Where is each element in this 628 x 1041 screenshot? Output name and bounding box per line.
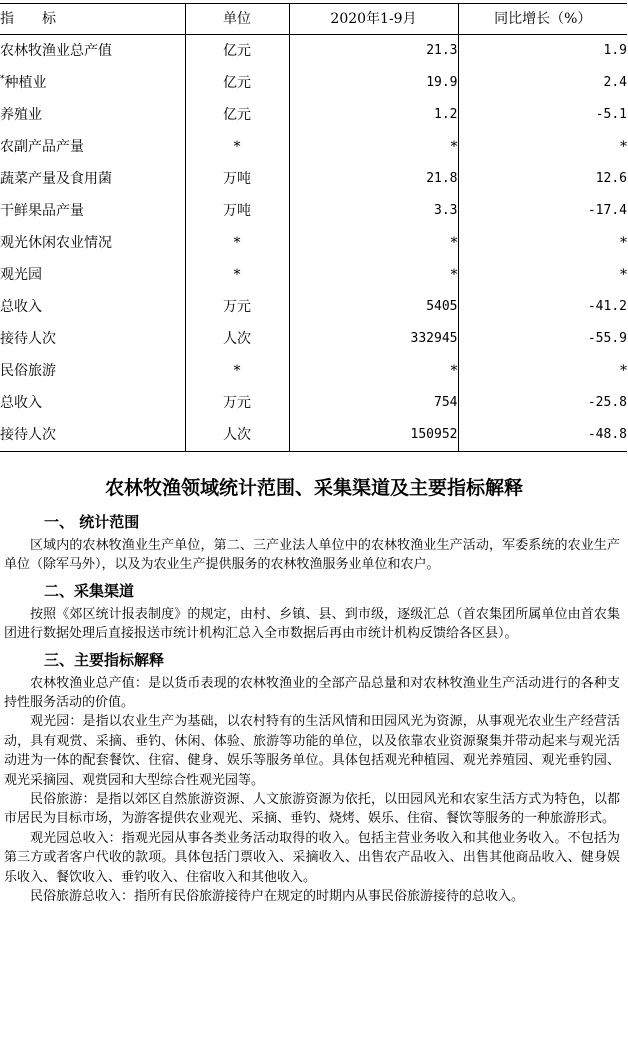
section-heading-definitions: 三、主要指标解释 <box>44 650 165 669</box>
explanation-section <box>0 470 628 907</box>
row-growth: 1.9 <box>458 35 627 68</box>
row-indicator <box>0 67 185 99</box>
row-growth: 12.6 <box>458 163 627 195</box>
row-indicator: 蔬菜产量及食用菌 <box>0 171 112 187</box>
table-row <box>0 227 627 259</box>
definition-total-output: 农林牧渔业总产值：是以货币表现的农林牧渔业的全部产品总量和对农林牧渔业生产活动进行的各种支持性服务活动的价值。 <box>4 675 620 711</box>
row-unit: 亿元 <box>185 67 289 99</box>
row-value: 1.2 <box>289 99 458 131</box>
row-indicator: 民俗旅游 <box>0 363 56 379</box>
row-growth: 2.4 <box>458 67 627 99</box>
row-indicator: 干鲜果品产量 <box>0 203 84 219</box>
row-growth: -55.9 <box>458 323 627 355</box>
row-indicator: 观光休闲农业情况 <box>0 235 112 251</box>
row-value: * <box>289 259 458 291</box>
row-indicator: 观光园 <box>0 267 42 283</box>
row-indicator: 接待人次 <box>0 331 56 347</box>
header-unit: 单位 <box>185 4 289 35</box>
row-unit: 亿元 <box>185 35 289 68</box>
row-indicator-label: 种植业 <box>4 75 47 91</box>
row-growth: * <box>458 259 627 291</box>
row-indicator: 养殖业 <box>0 107 42 123</box>
table-row <box>0 419 627 452</box>
row-value: 19.9 <box>289 67 458 99</box>
footnote-mark: * <box>0 74 5 85</box>
row-indicator: 农副产品产量 <box>0 139 84 155</box>
row-value: 3.3 <box>289 195 458 227</box>
section-text-scope: 区域内的农林牧渔业生产单位，第二、三产业法人单位中的农林牧渔业生产活动，军委系统的农业生产单位（除军马外），以及为农业生产提供服务的农林牧渔服务业单位和农户。 <box>4 538 620 573</box>
row-indicator: 总收入 <box>0 299 42 315</box>
row-value: 21.8 <box>289 163 458 195</box>
section-heading-channels: 二、采集渠道 <box>44 581 135 600</box>
row-growth: -25.8 <box>458 387 627 419</box>
header-growth: 同比增长（%） <box>458 4 627 35</box>
row-unit: * <box>185 131 289 163</box>
row-growth: * <box>458 131 627 163</box>
table-row <box>0 35 627 68</box>
row-indicator: 总收入 <box>0 395 42 411</box>
table-row <box>0 99 627 131</box>
row-unit: 万元 <box>185 291 289 323</box>
row-value: 5405 <box>289 291 458 323</box>
document-title: 农林牧渔领域统计范围、采集渠道及主要指标解释 <box>104 477 523 499</box>
header-period: 2020年1-9月 <box>289 4 458 35</box>
table-row <box>0 355 627 387</box>
table-header-row <box>0 4 627 35</box>
row-value: * <box>289 131 458 163</box>
section-heading-scope: 一、 统计范围 <box>44 513 140 531</box>
row-unit: 人次 <box>185 419 289 452</box>
row-value: 150952 <box>289 419 458 452</box>
row-growth: * <box>458 227 627 259</box>
row-unit: 万元 <box>185 387 289 419</box>
table-row <box>0 195 627 227</box>
table-row <box>0 323 627 355</box>
row-unit: 万吨 <box>185 163 289 195</box>
statistics-table <box>0 3 627 452</box>
definition-sightseeing-park: 观光园：是指以农业生产为基础，以农村特有的生活风情和田园风光为资源，从事观光农业生产经营活动，具有观赏、采摘、垂钓、休闲、体验、旅游等功能的单位，以及依靠农业资源聚集并带动起来与观光活动进为一体的配套餐饮、住宿、健身、娱乐等服务单位。具体包括观光种植园、观光养殖园、观光垂钓园、观光采摘园、观赏园和大型综合性观光园等。 <box>4 714 620 788</box>
row-unit: * <box>185 355 289 387</box>
table-row <box>0 163 627 195</box>
row-growth: -48.8 <box>458 419 627 452</box>
section-text-channels: 按照《郊区统计报表制度》的规定，由村、乡镇、县、到市级，逐级汇总（首农集团所属单位由首农集团进行数据处理后直接报送市统计机构汇总入全市数据后再由市统计机构反馈给各区县）。 <box>4 606 620 642</box>
row-unit: 人次 <box>185 323 289 355</box>
row-unit: * <box>185 259 289 291</box>
row-growth: -17.4 <box>458 195 627 227</box>
row-value: * <box>289 355 458 387</box>
table-row <box>0 131 627 163</box>
row-unit: 亿元 <box>185 99 289 131</box>
header-indicator: 指 标 <box>0 4 185 35</box>
table-row <box>0 291 627 323</box>
row-growth: -41.2 <box>458 291 627 323</box>
row-value: 332945 <box>289 323 458 355</box>
row-unit: 万吨 <box>185 195 289 227</box>
table-row <box>0 259 627 291</box>
row-indicator: 接待人次 <box>0 419 185 452</box>
row-unit: * <box>185 227 289 259</box>
definition-park-revenue: 观光园总收入：指观光园从事各类业务活动取得的收入。包括主营业务收入和其他业务收入。不包括为第三方或者客户代收的款项。具体包括门票收入、采摘收入、出售农产品收入、出售其他商品收入、健身娱乐收入、餐饮收入、垂钓收入、住宿收入和其他收入。 <box>4 830 620 885</box>
row-indicator: 农林牧渔业总产值 <box>0 43 112 59</box>
row-growth: * <box>458 355 627 387</box>
row-value: 754 <box>289 387 458 419</box>
table-row <box>0 67 627 99</box>
table-row <box>0 387 627 419</box>
definition-folk-tourism: 民俗旅游：是指以郊区自然旅游资源、人文旅游资源为依托，以田园风光和农家生活方式为特色，以都市居民为目标市场，为游客提供农业观光、采摘、垂钓、烧烤、娱乐、住宿、餐饮等服务的一种旅游形式。 <box>4 792 620 827</box>
row-value: * <box>289 227 458 259</box>
row-growth: -5.1 <box>458 99 627 131</box>
definition-folk-tourism-revenue: 民俗旅游总收入：指所有民俗旅游接待户在规定的时期内从事民俗旅游接待的总收入。 <box>30 889 525 905</box>
row-value: 21.3 <box>289 35 458 68</box>
